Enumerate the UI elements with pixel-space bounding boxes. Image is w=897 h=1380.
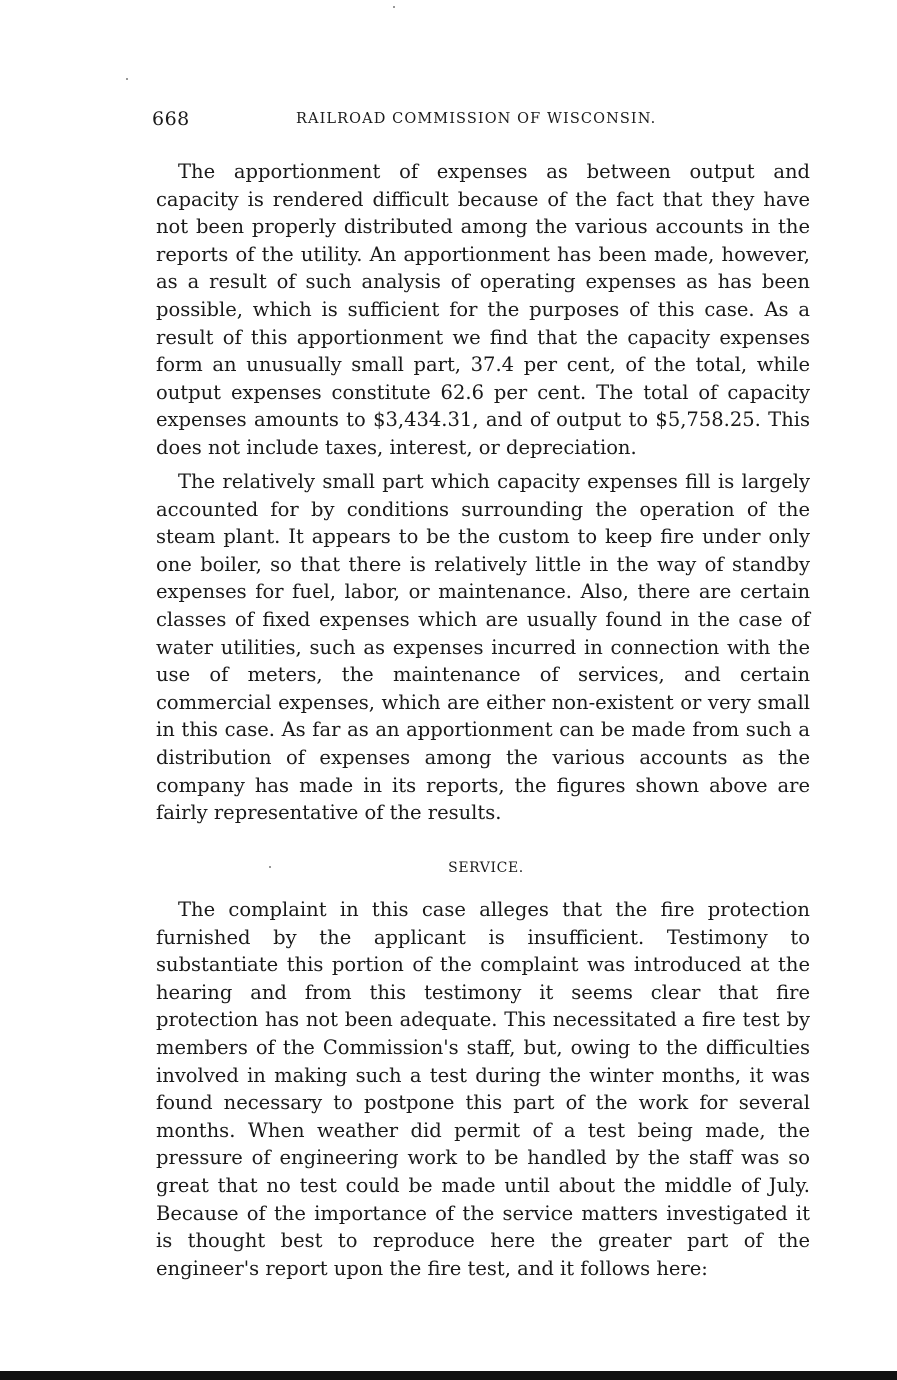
scan-speck [393, 6, 395, 8]
section-heading-service: SERVICE. [448, 860, 524, 876]
page-header [152, 108, 822, 138]
page-number: 668 [152, 108, 190, 130]
paragraph-service-complaint: The complaint in this case alleges that the fire protection furnished by the applicant is insufficient. Testimony to substantiate this portion of the complaint was introduced at the hearing and from this testimony it seems clear that fire protection has not been adequate. This necessitated a fire test by members of the Commission's staff, but, owing to the difficulties involved in making such a test during the winter months, it was found necessary to postpone this part of the work for several months. When weather did permit of a test being made, the pressure of engineering work to be handled by the staff was so great that no test could be made until about the middle of July. Because of the importance of the service matters investigated it is thought best to reproduce here the greater part of the engineer's report upon the fire test, and it follows here: [156, 898, 810, 1280]
paragraph-apportionment: The apportionment of expenses as between output and capacity is rendered difficult because of the fact that they have not been properly distributed among the various accounts in the reports of the utility. An apportionment has been made, however, as a result of such analysis of operating expenses as has been possible, which is sufficient for the purposes of this case. As a result of this apportionment we find that the capacity expenses form an unusually small part, 37.4 per cent, of the total, while output expenses constitute 62.6 per cent. The total of capacity expenses amounts to $3,434.31, and of output to $5,758.25. This does not include taxes, interest, or depreciation. [156, 160, 810, 459]
running-head: RAILROAD COMMISSION OF WISCONSIN. [296, 111, 657, 127]
scan-bottom-border [0, 1371, 897, 1380]
paragraph-capacity-expenses: The relatively small part which capacity expenses fill is largely accounted for by conditions surrounding the operation of the steam plant. It appears to be the custom to keep fire under only one boiler, so that there is relatively little in the way of standby expenses for fuel, labor, or maintenance. Also, there are certain classes of fixed expenses which are usually found in the case of water utilities, such as expenses incurred in connection with the use of meters, the maintenance of services, and certain commercial expenses, which are either non-existent or very small in this case. As far as an apportionment can be made from such a distribution of expenses among the various accounts as the company has made in its reports, the figures shown above are fairly representative of the results. [156, 470, 810, 825]
scan-speck [126, 78, 128, 80]
